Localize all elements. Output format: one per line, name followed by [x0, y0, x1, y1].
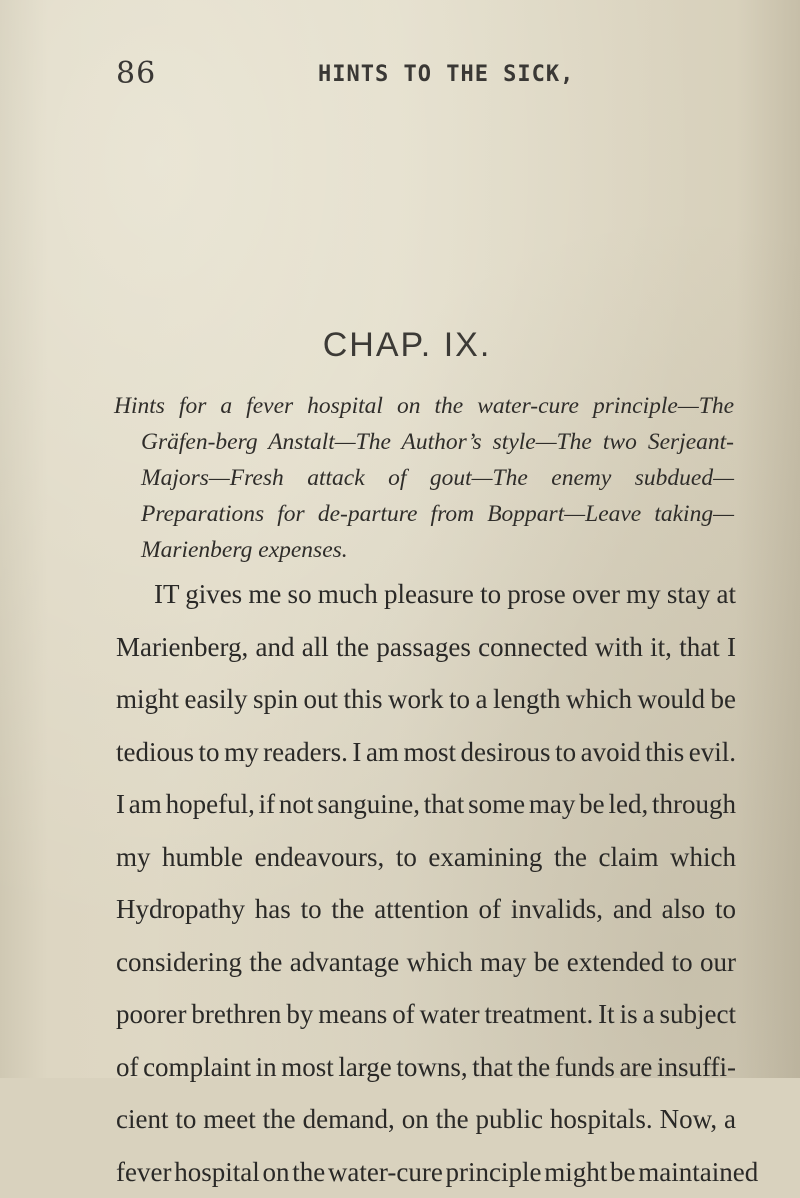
body-line: Marienberg, and all the passages connected with it, that I: [116, 621, 736, 674]
running-head-title: HINTS TO THE SICK,: [318, 62, 574, 87]
body-line: tedious to my readers. I am most desirous to avoid this evil.: [116, 726, 736, 779]
body-line: fever hospital on the water-cure principle might be maintained: [116, 1146, 736, 1198]
page-number: 86: [116, 56, 156, 91]
body-line: my humble endeavours, to examining the claim which: [116, 831, 736, 884]
chapter-title: CHAP. IX.: [0, 326, 800, 365]
running-head: [0, 56, 800, 96]
body-line: IT gives me so much pleasure to prose over my stay at: [116, 568, 736, 621]
body-line: poorer brethren by means of water treatment. It is a subject: [116, 988, 736, 1041]
body-line: cient to meet the demand, on the public hospitals. Now, a: [116, 1093, 736, 1146]
body-line: considering the advantage which may be extended to our: [116, 936, 736, 989]
body-line: might easily spin out this work to a length which would be: [116, 673, 736, 726]
body-line: I am hopeful, if not sanguine, that some may be led, through: [116, 778, 736, 831]
body-line: Hydropathy has to the attention of invalids, and also to: [116, 883, 736, 936]
body-line: of complaint in most large towns, that the funds are insuffi-: [116, 1041, 736, 1094]
body-paragraph: [116, 568, 736, 1198]
chapter-summary: Hints for a fever hospital on the water-cure principle—The Gräfen-berg Anstalt—The Author’s style—The two Serjeant-Majors—Fresh attack of gout—The enemy subdued—Preparations for de-parture from Boppart—Leave taking—Marienberg expenses.: [114, 388, 734, 568]
